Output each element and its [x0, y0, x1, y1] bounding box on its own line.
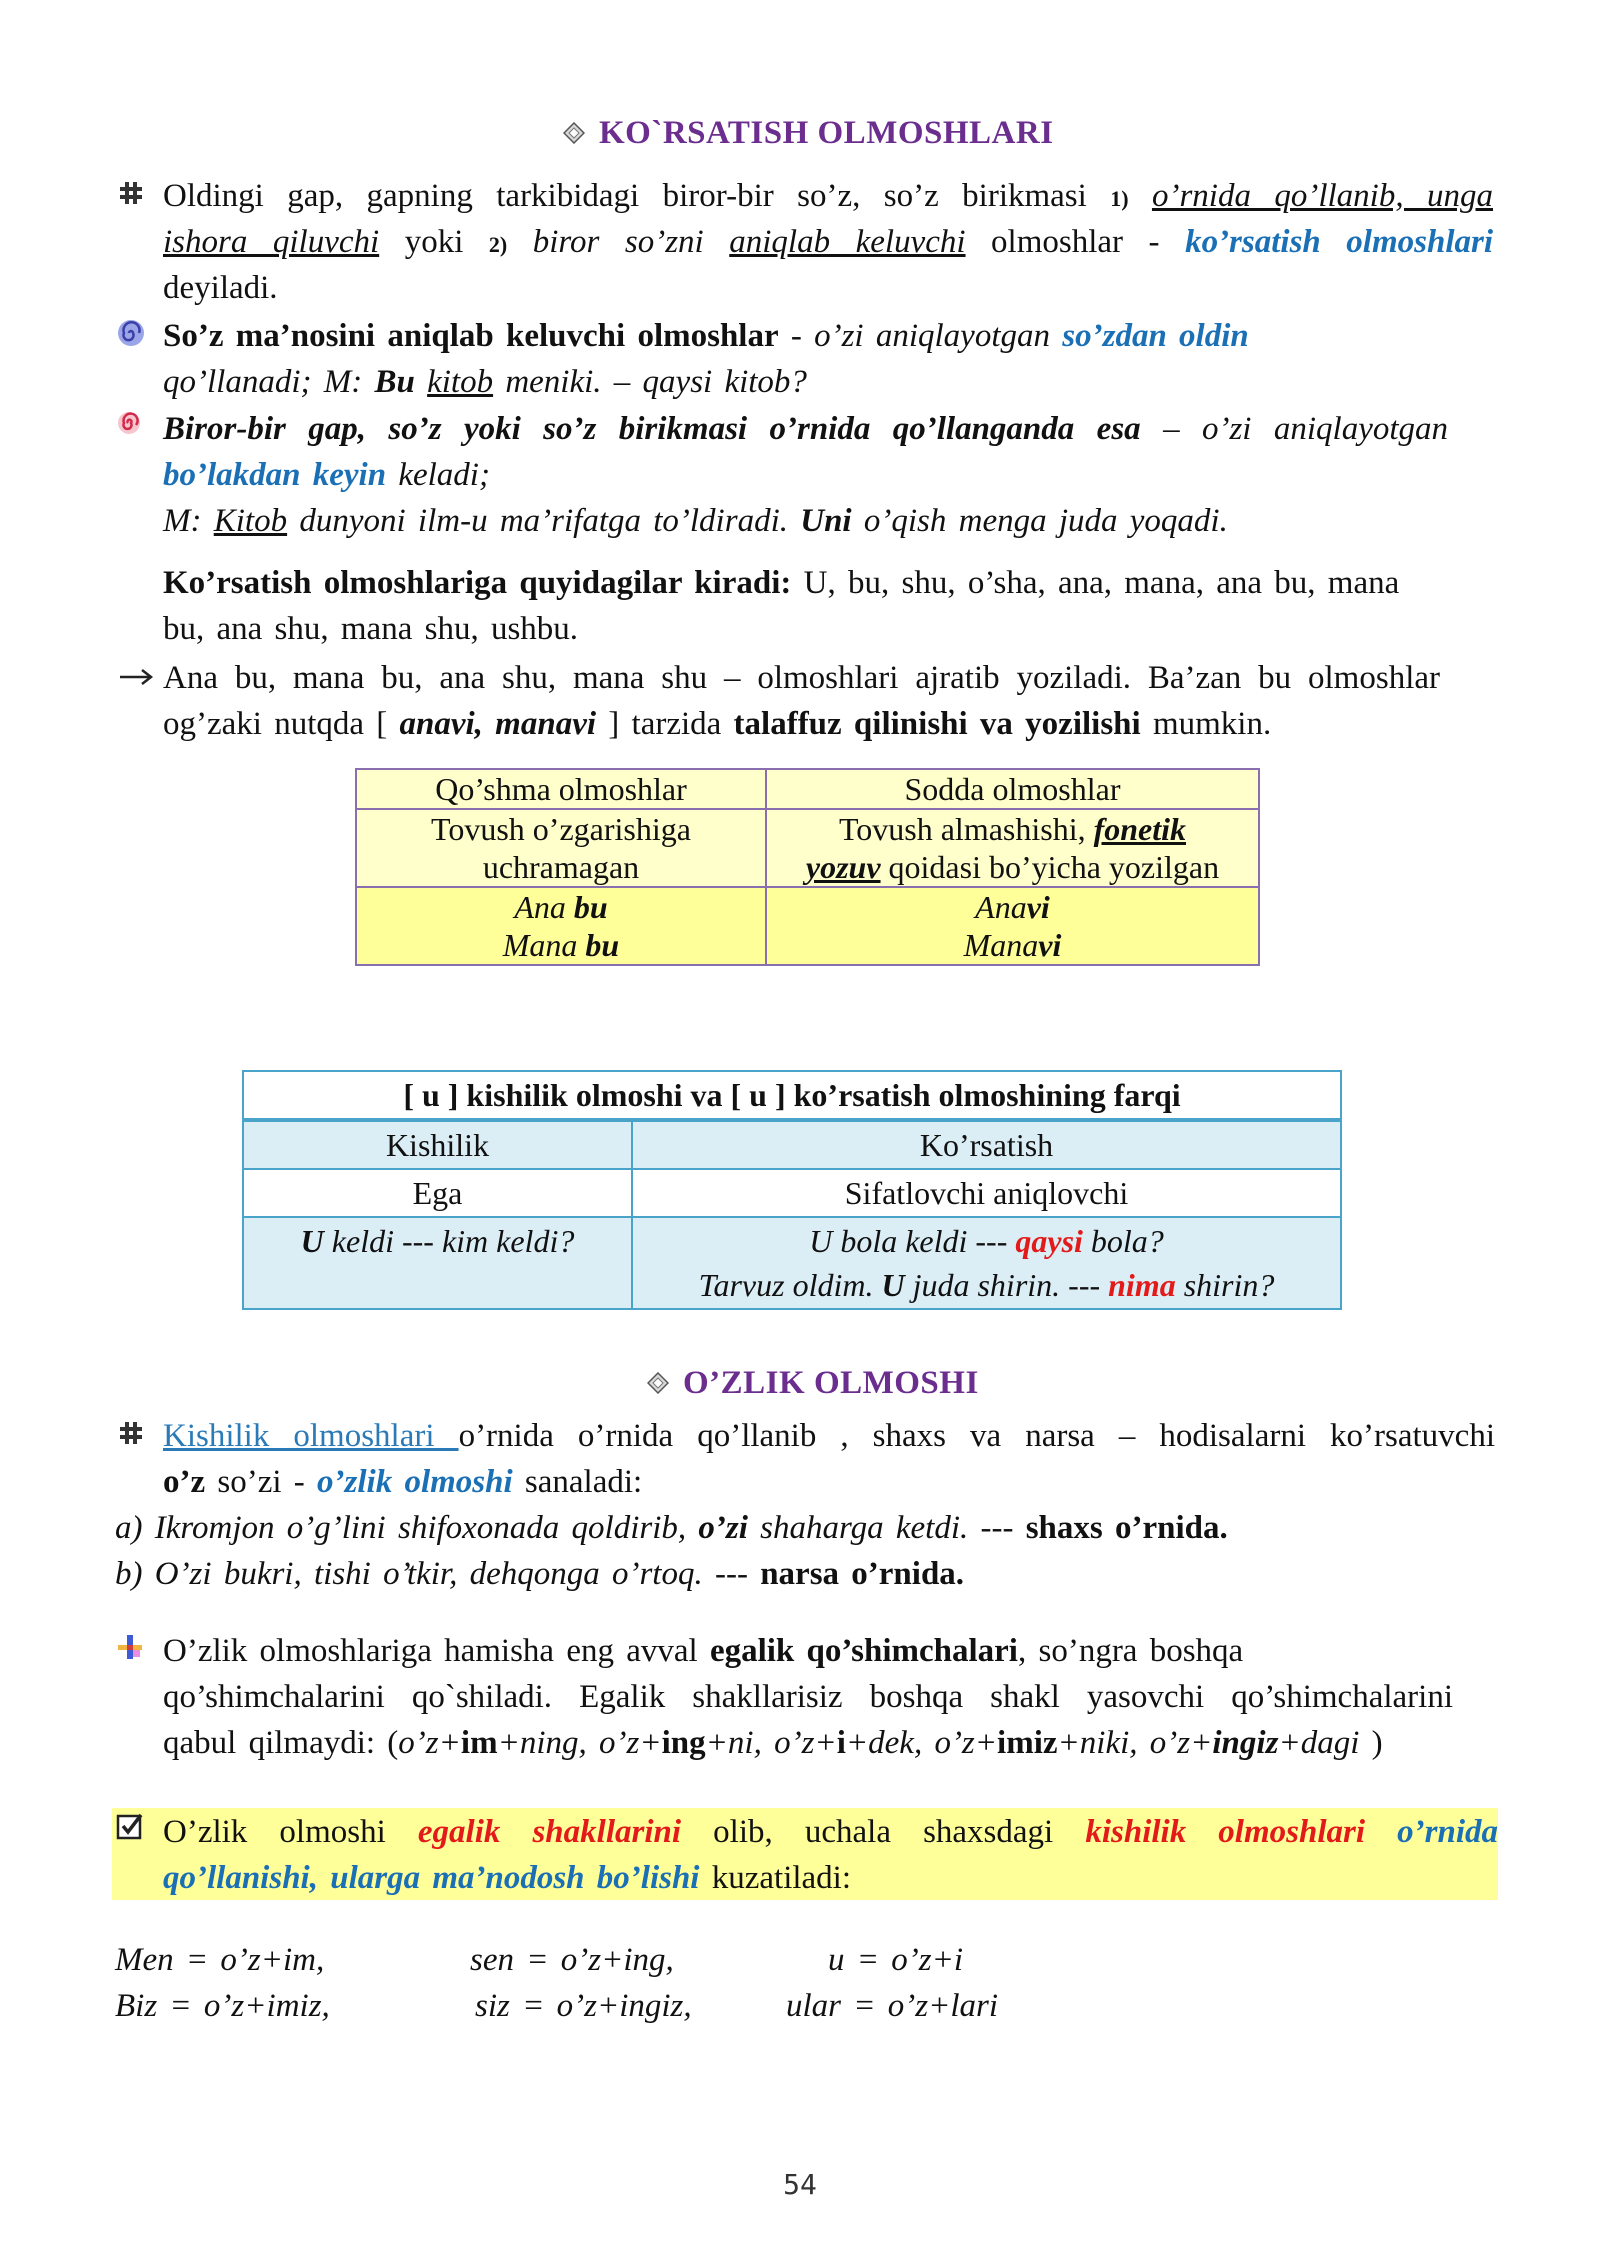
section-title-ozlik: O’ZLIK OLMOSHI	[647, 1365, 979, 1402]
table-cell: Ana bu Mana bu	[356, 887, 766, 965]
s2-p2-line2: qo’shimchalarini qo`shiladi. Egalik shakllarisiz boshqa shakl yasovchi qo’shimchalarini	[163, 1679, 1453, 1715]
diamond-bullet-icon	[563, 122, 585, 144]
table-header-cell: Ko’rsatish	[632, 1120, 1341, 1169]
u-pronoun-difference-table	[242, 1070, 1342, 1310]
table-row	[356, 769, 1259, 809]
table-header-cell: Qo’shma olmoshlar	[356, 769, 766, 809]
section-title-korsatish: KO`RSATISH OLMOSHLARI	[563, 115, 1054, 152]
s2-p3-line1: O’zlik olmoshi egalik shakllarini olib, uchala shaxsdagi kishilik olmoshlari o’rnida	[163, 1814, 1498, 1850]
s2-p1-line2: o’z so’zi - o’zlik olmoshi sanaladi:	[163, 1464, 643, 1500]
table-row	[243, 1071, 1341, 1120]
s1-p2-line2: qo’llanadi; M: Bu kitob meniki. – qaysi kitob?	[163, 364, 807, 400]
s1-p4-line2: bu, ana shu, mana shu, ushbu.	[163, 611, 579, 647]
form-men: Men = o’z+im,	[115, 1942, 325, 1978]
table-cell: Sifatlovchi aniqlovchi	[632, 1169, 1341, 1217]
table-row	[356, 887, 1259, 965]
s1-p1-line3: deyiladi.	[163, 270, 278, 306]
s1-p1-line1: Oldingi gap, gapning tarkibidagi biror-bir so’z, so’z birikmasi 1) o’rnida qo’llanib, unga	[163, 178, 1494, 214]
s1-p3-line1: Biror-bir gap, so’z yoki so’z birikmasi o’rnida qo’llanganda esa – o’zi aniqlayotgan	[163, 411, 1449, 447]
s1-p3-line2: bo’lakdan keyin keladi;	[163, 457, 490, 493]
form-u: u = o’z+i	[828, 1942, 964, 1978]
hash-bullet-icon	[118, 180, 144, 206]
compound-vs-simple-pronouns-table	[355, 768, 1260, 966]
table-cell: U keldi --- kim keldi?	[243, 1217, 632, 1309]
s1-p4-line1: Ko’rsatish olmoshlariga quyidagilar kiradi: U, bu, shu, o’sha, ana, mana, ana bu, mana	[163, 565, 1400, 601]
table-row	[243, 1120, 1341, 1169]
form-siz: siz = o’z+ingiz,	[475, 1988, 692, 2024]
example-a: a) Ikromjon o’g’lini shifoxonada qoldirib, o’zi shaharga ketdi. --- shaxs o’rnida.	[115, 1510, 1228, 1546]
table-header-cell: Kishilik	[243, 1120, 632, 1169]
s2-p2-line3: qabul qilmaydi: (o’z+im+ning, o’z+ing+ni, o’z+i+dek, o’z+imiz+niki, o’z+ingiz+dagi )	[163, 1725, 1383, 1761]
table-cell: Tovush o’zgarishiga uchramagan	[356, 809, 766, 887]
form-sen: sen = o’z+ing,	[470, 1942, 674, 1978]
form-ular: ular = o’z+lari	[786, 1988, 999, 2024]
table-row	[243, 1169, 1341, 1217]
s1-p5-line2: og’zaki nutqda [ anavi, manavi ] tarzida talaffuz qilinishi va yozilishi mumkin.	[163, 706, 1272, 742]
plus-bullet-icon	[116, 1633, 144, 1661]
hash-bullet-icon	[118, 1420, 144, 1446]
table-cell: Tovush almashishi, fonetik yozuv qoidasi bo’yicha yozilgan	[766, 809, 1259, 887]
table-row	[356, 809, 1259, 887]
s1-p1-line2: ishora qiluvchi yoki 2) biror so’zni aniqlab keluvchi olmoshlar - ko’rsatish olmoshlari	[163, 224, 1493, 260]
spiral-bullet-icon	[116, 318, 146, 348]
table-title-cell: [ u ] kishilik olmoshi va [ u ] ko’rsatish olmoshining farqi	[243, 1071, 1341, 1120]
s1-p2-line1: So’z ma’nosini aniqlab keluvchi olmoshlar - o’zi aniqlayotgan so’zdan oldin	[163, 318, 1249, 354]
s2-p2-line1: O’zlik olmoshlariga hamisha eng avval egalik qo’shimchalari, so’ngra boshqa	[163, 1633, 1244, 1669]
swirl-bullet-icon	[116, 410, 142, 436]
diamond-bullet-icon	[647, 1372, 669, 1394]
form-biz: Biz = o’z+imiz,	[115, 1988, 330, 2024]
arrow-right-icon	[118, 667, 156, 687]
table-header-cell: Sodda olmoshlar	[766, 769, 1259, 809]
table-cell: Ega	[243, 1169, 632, 1217]
s2-p1-line1: Kishilik olmoshlari o’rnida o’rnida qo’llanib , shaxs va narsa – hodisalarni ko’rsatuvchi	[163, 1418, 1495, 1454]
kishilik-olmoshlari-link[interactable]: Kishilik olmoshlari	[163, 1418, 459, 1454]
example-b: b) O’zi bukri, tishi o’tkir, dehqonga o’rtoq. --- narsa o’rnida.	[115, 1556, 965, 1592]
s1-p5-line1: Ana bu, mana bu, ana shu, mana shu – olmoshlari ajratib yoziladi. Ba’zan bu olmoshlar	[163, 660, 1440, 696]
table-cell: Anavi Manavi	[766, 887, 1259, 965]
s1-p3-line3: M: Kitob dunyoni ilm-u ma’rifatga to’ldiradi. Uni o’qish menga juda yoqadi.	[163, 503, 1228, 539]
s2-p3-line2: qo’llanishi, ularga ma’nodosh bo’lishi kuzatiladi:	[163, 1860, 852, 1896]
page-number: 54	[783, 2168, 817, 2201]
table-row	[243, 1217, 1341, 1309]
checkbox-checked-icon	[116, 1812, 144, 1840]
table-cell: U bola keldi --- qaysi bola? Tarvuz oldim. U juda shirin. --- nima shirin?	[632, 1217, 1341, 1309]
